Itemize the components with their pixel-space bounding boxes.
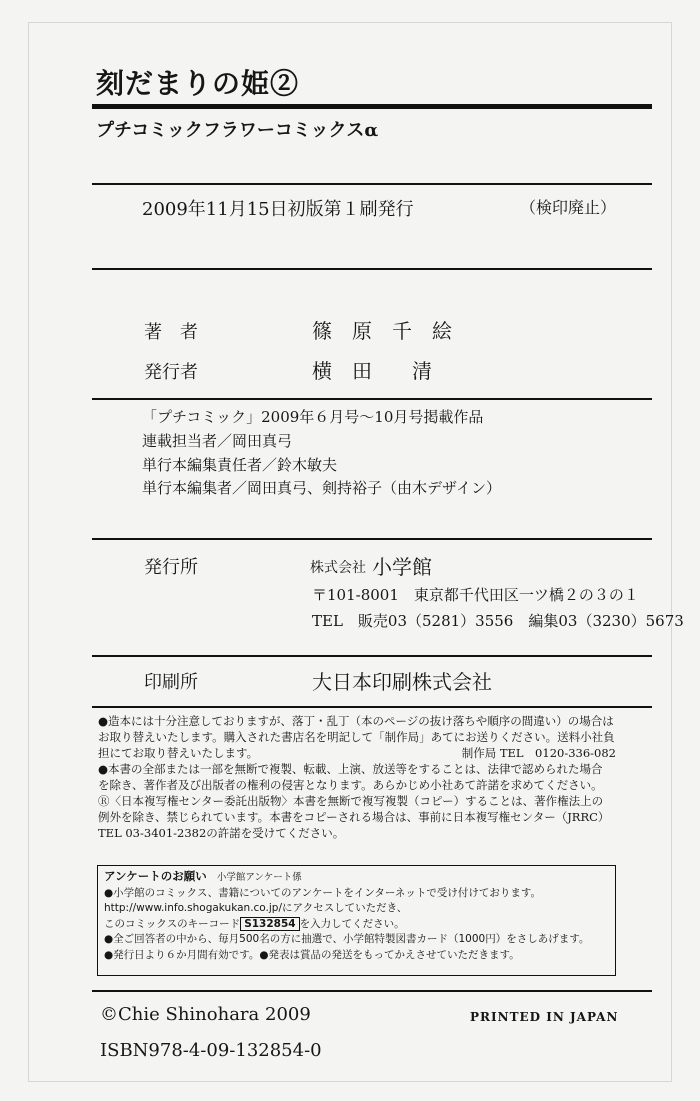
survey-line: ●発行日より６か月間有効です。●発表は賞品の発送をもってかえさせていただきます。	[104, 948, 520, 961]
survey-box	[97, 865, 616, 976]
survey-line: ●小学館のコミックス、書籍についてのアンケートをインターネットで受け付けております。	[104, 886, 542, 899]
survey-dept: 小学館アンケート係	[216, 872, 302, 883]
survey-line: を入力してください。	[299, 917, 405, 930]
survey-heading: アンケートのお願い	[104, 869, 207, 883]
divider	[92, 538, 652, 540]
survey-line: ●全ご回答者の中から、毎月500名の方に抽選で、小学館特製図書カード（1000円）をさしあげます。	[104, 933, 590, 945]
survey-line: このコミックスのキーコード	[104, 917, 241, 930]
publisher-name: 小学館	[372, 555, 432, 579]
seal-notice: （検印廃止）	[520, 198, 617, 217]
book-title: 刻だまりの姫②	[96, 67, 300, 100]
copyright: ©Chie Shinohara 2009	[100, 1004, 311, 1025]
printed-in: PRINTED IN JAPAN	[470, 1010, 619, 1024]
key-code: S132854	[240, 917, 299, 931]
survey-url-line: http://www.info.shogakukan.co.jp/にアクセスしていただき、	[104, 902, 408, 914]
legal-notice	[98, 713, 616, 841]
notice-line: を除き、著作者及び出版者の権利の侵害となります。あらかじめ小社あて許諾を求めてください。	[98, 778, 603, 792]
divider	[92, 655, 652, 657]
printer-label: 印刷所	[144, 672, 198, 693]
publisher-prefix: 株式会社	[310, 560, 366, 576]
notice-line: ●造本には十分注意しておりますが、落丁・乱丁（本のページの抜け落ちや順序の間違い）の場合は	[98, 714, 614, 728]
publisher-person-label: 発行者	[144, 362, 198, 383]
divider	[92, 398, 652, 400]
notice-line: ●本書の全部または一部を無断で複製、転載、上演、放送等をすることは、法律で認められた場合	[98, 762, 603, 776]
divider	[92, 268, 652, 270]
publication-date: 2009年11月15日初版第１刷発行	[142, 199, 414, 220]
credit-line: 単行本編集者／岡田真弓、剣持裕子（由木デザイン）	[142, 479, 501, 497]
divider	[92, 706, 652, 708]
publisher-tel: TEL 販売03（5281）3556 編集03（3230）5673	[312, 612, 684, 630]
author-name: 篠 原 千 絵	[312, 319, 452, 343]
publisher-address: 〒101-8001 東京都千代田区一ツ橋２の３の１	[312, 586, 639, 604]
divider	[92, 183, 652, 185]
notice-line: Ⓡ〈日本複写権センター委託出版物〉本書を無断で複写複製（コピー）することは、著作権法上の	[98, 794, 604, 808]
credit-line: 単行本編集責任者／鈴木敏夫	[142, 456, 338, 474]
isbn: ISBN978-4-09-132854-0	[100, 1040, 322, 1061]
notice-line: お取り替えいたします。購入された書店名を明記して「制作局」あてにお送りください。送料小社負	[98, 730, 615, 744]
publisher-label: 発行所	[144, 557, 198, 578]
notice-line: 例外を除き、禁じられています。本書をコピーされる場合は、事前に日本複写権センター（JRRC）	[98, 810, 610, 824]
series-name: プチコミックフラワーコミックスα	[96, 120, 379, 141]
notice-contact: 制作局 TEL 0120-336-082	[461, 746, 616, 760]
divider	[92, 990, 652, 992]
printer-name: 大日本印刷株式会社	[312, 670, 492, 694]
credit-line: 「プチコミック」2009年６月号〜10月号掲載作品	[142, 408, 484, 426]
title-rule	[92, 104, 652, 109]
notice-line: TEL 03-3401-2382の許諾を受けてください。	[98, 826, 345, 840]
notice-line: 担にてお取り替えいたします。	[98, 746, 259, 760]
credit-line: 連載担当者／岡田真弓	[142, 432, 293, 450]
author-label: 著 者	[144, 322, 198, 343]
publisher-person-name: 横 田 清	[312, 359, 432, 383]
